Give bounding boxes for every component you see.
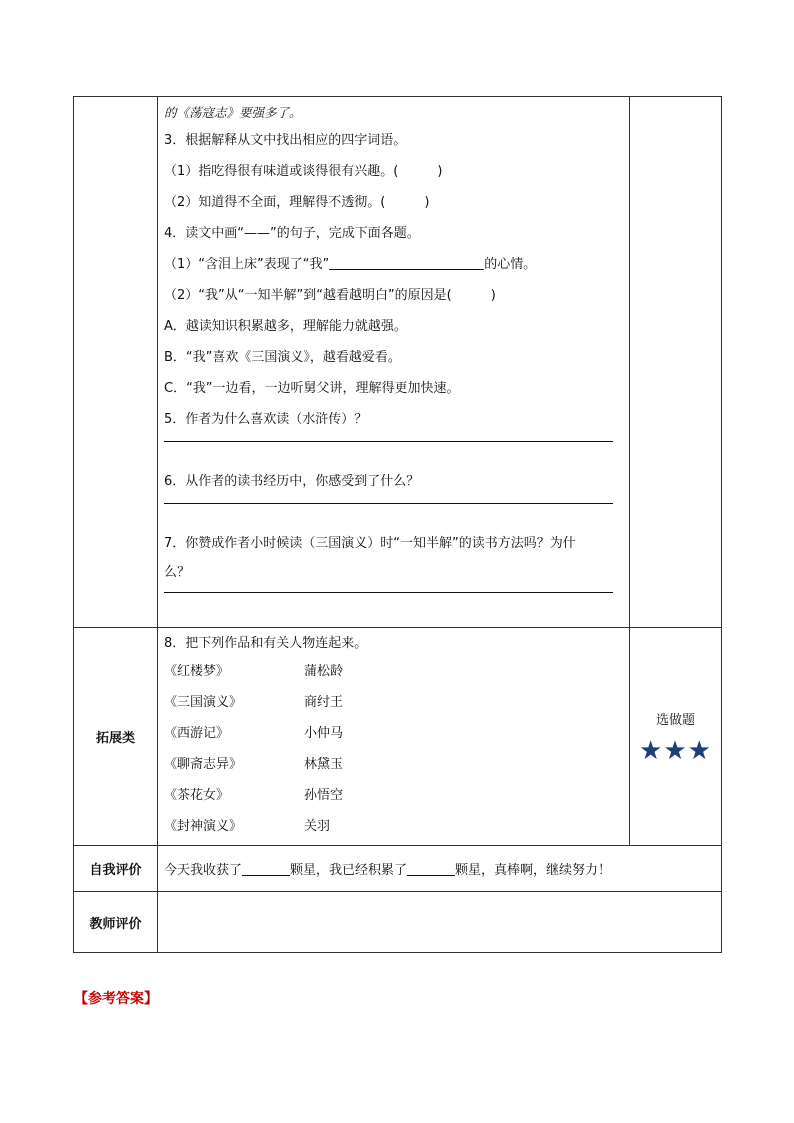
question-7-cont: 么？: [164, 565, 191, 580]
question-3-1: （1）指吃得很有味道或谈得很有兴趣。( ): [164, 164, 443, 179]
empty-category-cell: [74, 97, 158, 628]
people-column: [304, 656, 343, 842]
empty-rating-cell: [630, 97, 722, 628]
teacher-evaluation-field[interactable]: [158, 892, 722, 953]
question-5: 5．作者为什么喜欢读（水浒传）？: [164, 412, 368, 427]
stars-earned-blank[interactable]: [242, 863, 290, 876]
works-column: [164, 656, 304, 842]
matching-cell: [158, 628, 630, 846]
self-eval-part-2: 颗星，我已经积累了: [290, 863, 408, 878]
question-8: 8．把下列作品和有关人物连起来。: [164, 636, 368, 651]
exercise-table: [73, 96, 722, 953]
option-b: B．“我”喜欢《三国演义》，越看越爱看。: [164, 350, 401, 365]
category-label: 自我评价: [74, 846, 158, 892]
question-4-2: （2）“我”从“一知半解”到“越看越明白”的原因是( ): [164, 288, 496, 303]
question-6: 6．从作者的读书经历中，你感受到了什么？: [164, 474, 420, 489]
star-rating-icon: ★★★: [639, 736, 712, 766]
question-7: 7．你赞成作者小时候读（三国演义）时“一知半解”的读书方法吗？为什: [164, 536, 576, 551]
reading-row: [74, 97, 722, 628]
answer-line-5[interactable]: [164, 441, 613, 442]
self-evaluation-row: [74, 846, 722, 892]
self-eval-part-1: 今天我收获了: [164, 863, 243, 878]
work-item[interactable]: 《红楼梦》: [164, 664, 230, 679]
teacher-evaluation-row: [74, 892, 722, 953]
option-a: A．越读知识积累越多，理解能力就越强。: [164, 319, 407, 334]
person-item[interactable]: 林黛玉: [304, 757, 344, 772]
person-item[interactable]: 小仲马: [304, 726, 344, 741]
answer-line-6[interactable]: [164, 503, 613, 504]
person-item[interactable]: 蒲松龄: [304, 664, 344, 679]
matching-lists: [164, 656, 629, 842]
reference-answer-heading: 【参考答案】: [74, 991, 158, 1007]
category-label: 拓展类: [74, 628, 158, 846]
person-item[interactable]: 孙悟空: [304, 788, 344, 803]
self-evaluation-text: [158, 846, 722, 892]
work-item[interactable]: 《茶花女》: [164, 788, 230, 803]
question-4: 4．读文中画“——”的句子，完成下面各题。: [164, 226, 420, 241]
answer-blank[interactable]: [329, 257, 484, 270]
work-item[interactable]: 《封神演义》: [164, 819, 243, 834]
question-4-1: [164, 249, 629, 280]
question-4-1-text: （1）“含泪上床”表现了“我”: [164, 257, 330, 272]
work-item[interactable]: 《三国演义》: [164, 695, 243, 710]
work-item[interactable]: 《西游记》: [164, 726, 230, 741]
work-item[interactable]: 《聊斋志异》: [164, 757, 243, 772]
answer-line-7[interactable]: [164, 592, 613, 593]
person-item[interactable]: 关羽: [304, 819, 331, 834]
stars-total-blank[interactable]: [407, 863, 455, 876]
person-item[interactable]: 商纣王: [304, 695, 344, 710]
question-3-2: （2）知道得不全面，理解得不透彻。( ): [164, 195, 430, 210]
question-4-1-suffix: 的心情。: [484, 257, 537, 272]
continued-text: 的《荡寇志》要强多了。: [164, 105, 302, 120]
self-eval-part-3: 颗星，真棒啊，继续努力！: [455, 863, 612, 878]
reading-questions-cell: [158, 97, 630, 628]
rating-cell: [630, 628, 722, 846]
question-3: 3．根据解释从文中找出相应的四字词语。: [164, 133, 407, 148]
optional-label: 选做题: [655, 713, 695, 728]
option-c: C．“我”一边看，一边听舅父讲，理解得更加快速。: [164, 381, 460, 396]
extension-row: [74, 628, 722, 846]
category-label: 教师评价: [74, 892, 158, 953]
